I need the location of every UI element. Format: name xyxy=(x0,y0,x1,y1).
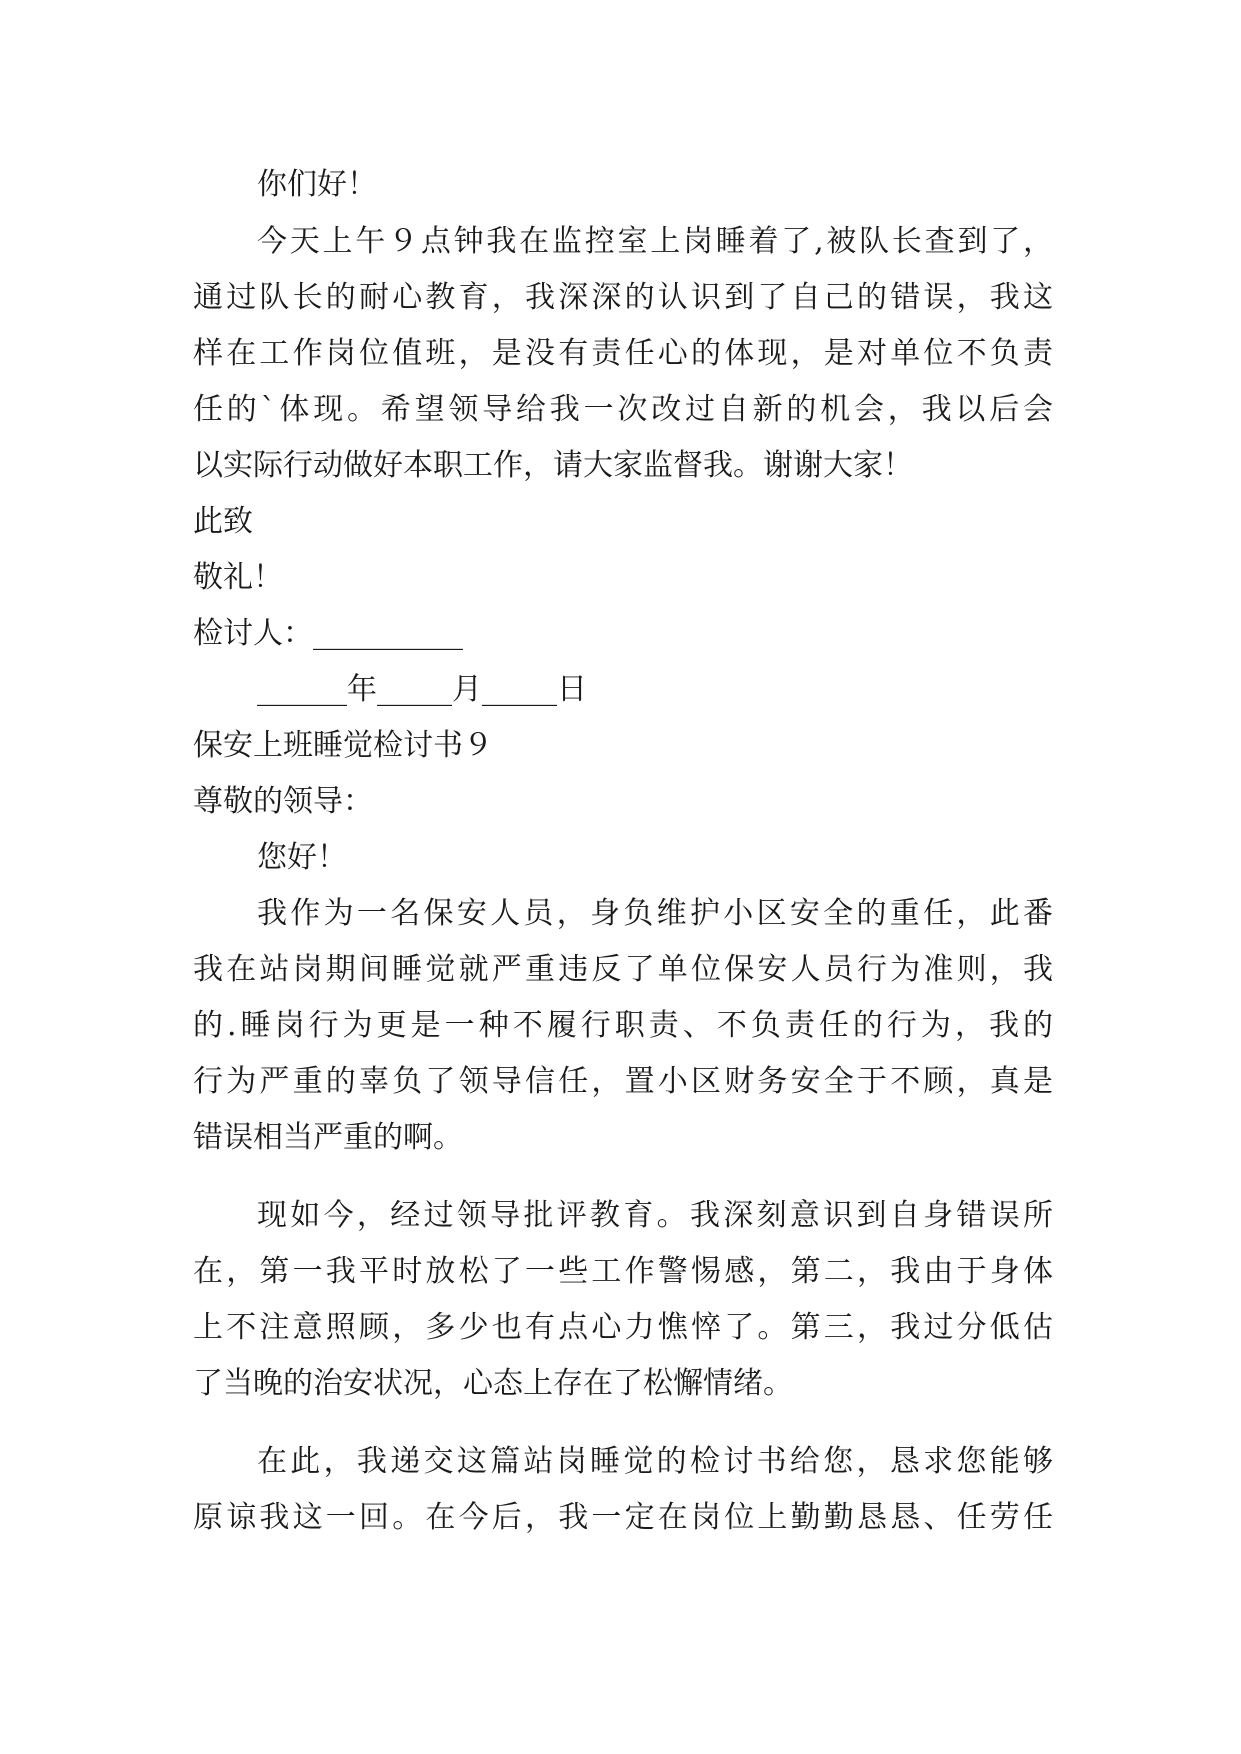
paragraph-line: 行为严重的辜负了领导信任，置小区财务安全于不顾，真是 xyxy=(193,1064,1053,1099)
paragraph-line: 今天上午９点钟我在监控室上岗睡着了,被队长查到了， xyxy=(257,224,1053,259)
paragraph-line: 现如今，经过领导批评教育。我深刻意识到自身错误所 xyxy=(257,1198,1053,1233)
paragraph-line: 任的`体现。希望领导给我一次改过自新的机会，我以后会 xyxy=(193,392,1053,427)
paragraph-line: 样在工作岗位值班，是没有责任心的体现，是对单位不负责 xyxy=(193,336,1053,371)
signature-line: 检讨人：__________ xyxy=(193,616,463,651)
paragraph-line: 上不注意照顾，多少也有点心力憔悴了。第三，我过分低估 xyxy=(193,1310,1053,1345)
greeting-line: 您好！ xyxy=(257,840,347,875)
paragraph-line: 通过队长的耐心教育，我深深的认识到了自己的错误，我这 xyxy=(193,280,1053,315)
paragraph-line: 原谅我这一回。在今后，我一定在岗位上勤勤恳恳、任劳任 xyxy=(193,1500,1053,1535)
paragraph-line: 我作为一名保安人员，身负维护小区安全的重任，此番 xyxy=(257,896,1053,931)
paragraph-line: 错误相当严重的啊。 xyxy=(193,1120,463,1155)
section-title: 保安上班睡觉检讨书９ xyxy=(193,728,493,763)
paragraph-line: 的.睡岗行为更是一种不履行职责、不负责任的行为，我的 xyxy=(193,1008,1053,1043)
paragraph-line: 我在站岗期间睡觉就严重违反了单位保安人员行为准则，我 xyxy=(193,952,1053,987)
closing-line: 此致 xyxy=(193,504,253,539)
salutation-line: 敬礼！ xyxy=(193,560,283,595)
date-line: ______年_____月_____日 xyxy=(257,672,587,707)
paragraph-line: 以实际行动做好本职工作，请大家监督我。谢谢大家！ xyxy=(193,448,913,483)
greeting-line: 你们好！ xyxy=(257,167,377,202)
paragraph-line: 在，第一我平时放松了一些工作警惕感，第二，我由于身体 xyxy=(193,1254,1053,1289)
paragraph-line: 了当晚的治安状况，心态上存在了松懈情绪。 xyxy=(193,1366,793,1401)
recipient-line: 尊敬的领导： xyxy=(193,784,373,819)
paragraph-line: 在此，我递交这篇站岗睡觉的检讨书给您，恳求您能够 xyxy=(257,1444,1053,1479)
